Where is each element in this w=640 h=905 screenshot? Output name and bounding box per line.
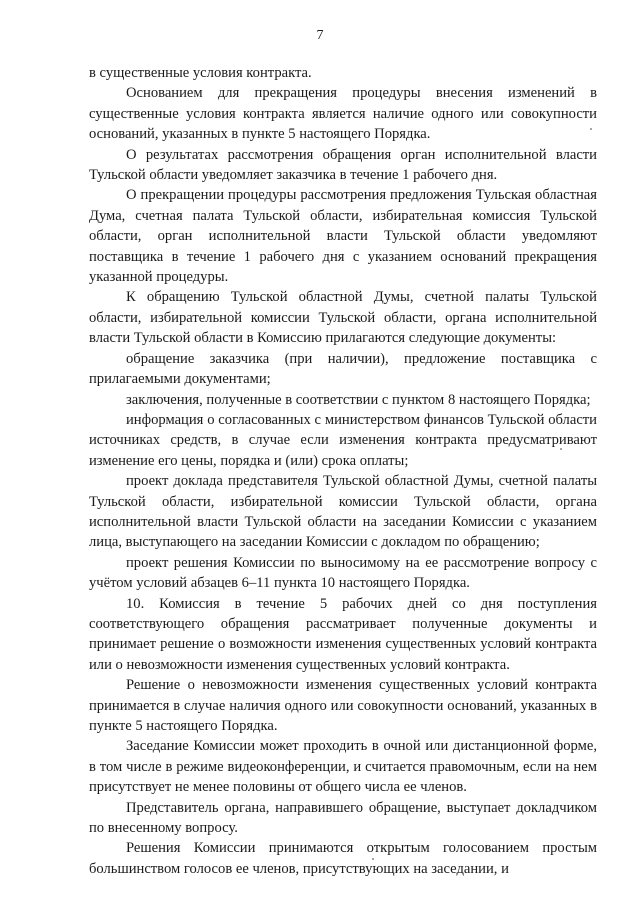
scan-speck bbox=[560, 448, 562, 450]
paragraph: О результатах рассмотрения обращения орган исполнительной власти Тульской области уведомляет заказчика в течение 1 рабочего дня. bbox=[89, 146, 597, 184]
paragraph: Основанием для прекращения процедуры внесения изменений в существенные условия контракта является наличие одного или совокупности оснований, указанных в пункте 5 настоящего Порядка. bbox=[89, 85, 597, 143]
numbered-clause: 10. Комиссия в течение 5 рабочих дней со дня поступления соответствующего обращения рассматривает полученные документы и принимает решение о возможности изменения существенных условий контракта или о невозможности изменения существенных условий контракта. bbox=[89, 595, 597, 673]
paragraph: в существенные условия контракта. bbox=[89, 65, 312, 81]
paragraph: Решение о невозможности изменения существенных условий контракта принимается в случае наличия одного или совокупности оснований, указанных в пункте 5 настоящего Порядка. bbox=[89, 677, 597, 734]
list-item: проект доклада представителя Тульской областной Думы, счетной палаты Тульской области, избирательной комиссии Тульской области, органа исполнительной власти Тульской области на заседании Комиссии с указанием лица, выступающего на заседании Комиссии с докладом по обращению; bbox=[89, 473, 597, 551]
paragraph: Заседание Комиссии может проходить в очной или дистанционной форме, в том числе в режиме видеоконференции, и считается правомочным, если на нем присутствует не менее половины от общего числа ее членов. bbox=[89, 738, 597, 796]
paragraph: О прекращении процедуры рассмотрения предложения Тульская областная Дума, счетная палата Тульской области, избирательная комиссия Тульской области, орган исполнительной власти Тульской области уведомляют поставщика в течение 1 рабочего дня с указанием оснований прекращения указанной процедуры. bbox=[89, 187, 597, 286]
scan-speck bbox=[590, 128, 592, 130]
list-item: информация о согласованных с министерством финансов Тульской области источниках средств, в случае если изменения контракта предусматривают изменение его цены, порядка и (или) срока оплаты; bbox=[89, 411, 597, 469]
paragraph: К обращению Тульской областной Думы, счетной палаты Тульской области, избирательной комиссии Тульской области, органа исполнительной власти Тульской области в Комиссию прилагаются следующие документы: bbox=[89, 289, 597, 347]
page-number: 7 bbox=[316, 28, 324, 43]
paragraph: Решения Комиссии принимаются открытым голосованием простым большинством голосов ее членов, присутствующих на заседании, и bbox=[89, 840, 597, 877]
list-item: проект решения Комиссии по выносимому на ее рассмотрение вопросу с учётом условий абзацев 6–11 пункта 10 настоящего Порядка. bbox=[89, 554, 597, 592]
list-item: заключения, полученные в соответствии с пунктом 8 настоящего Порядка; bbox=[126, 391, 591, 408]
scan-speck bbox=[372, 858, 374, 860]
document-body bbox=[89, 63, 597, 879]
paragraph: Представитель органа, направившего обращение, выступает докладчиком по внесенному вопросу. bbox=[89, 799, 597, 837]
list-item: обращение заказчика (при наличии), предложение поставщика с прилагаемыми документами; bbox=[89, 350, 597, 388]
